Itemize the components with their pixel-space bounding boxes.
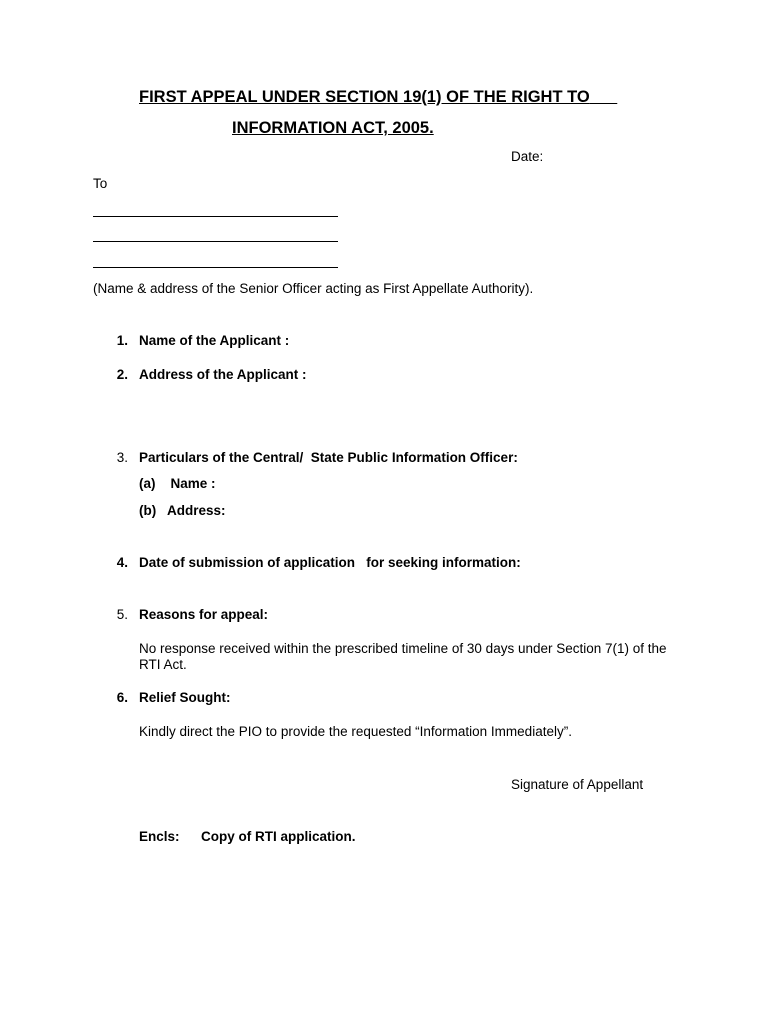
address-line-2 xyxy=(93,241,338,242)
authority-note: (Name & address of the Senior Officer acting as First Appellate Authority). xyxy=(93,281,534,296)
title-line-1: FIRST APPEAL UNDER SECTION 19(1) OF THE RIGHT TO xyxy=(139,88,590,106)
enclosure-label: Encls: xyxy=(139,829,180,844)
date-label: Date: xyxy=(511,149,544,164)
item-6-number: 6. xyxy=(116,690,128,705)
item-3-label: Particulars of the Central/ State Public Information Officer: xyxy=(139,450,518,465)
enclosure-text: Copy of RTI application. xyxy=(201,829,356,844)
item-2-number: 2. xyxy=(116,367,128,382)
item-3-number: 3. xyxy=(116,450,128,465)
signature-label: Signature of Appellant xyxy=(511,777,644,792)
item-5-label: Reasons for appeal: xyxy=(139,607,269,622)
item-4-number: 4. xyxy=(116,555,128,570)
to-label: To xyxy=(93,176,108,191)
item-6-label: Relief Sought: xyxy=(139,690,231,705)
item-6-text: Kindly direct the PIO to provide the requested “Information Immediately”. xyxy=(139,724,572,739)
item-3a-name: (a) Name : xyxy=(139,476,216,491)
address-line-1 xyxy=(93,216,338,217)
item-2-label: Address of the Applicant : xyxy=(139,367,307,382)
item-4-label: Date of submission of application for seeking information: xyxy=(139,555,521,570)
item-5-number: 5. xyxy=(116,607,128,622)
item-1-number: 1. xyxy=(116,333,128,348)
item-1-label: Name of the Applicant : xyxy=(139,333,290,348)
item-3b-address: (b) Address: xyxy=(139,503,226,518)
address-line-3 xyxy=(93,267,338,268)
item-5-text: No response received within the prescribed timeline of 30 days under Section 7(1) of the RTI Act. xyxy=(139,641,667,672)
title-line-2: INFORMATION ACT, 2005. xyxy=(232,119,434,137)
